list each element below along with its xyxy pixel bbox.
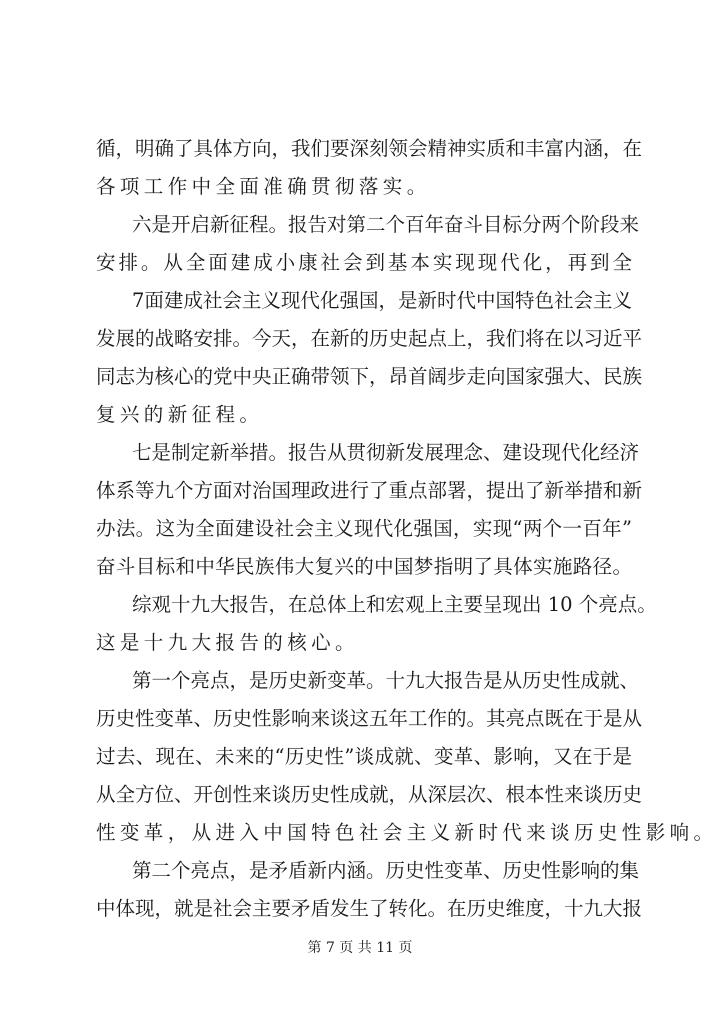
- text-line: 复兴的新征程。: [96, 403, 264, 426]
- text-line: 这是十九大报告的核心。: [96, 631, 359, 654]
- text-line: 历史性变革、历史性影响来谈这五年工作的。其亮点既在于是从: [96, 707, 643, 730]
- document-body: [96, 130, 718, 928]
- text-line: 过去、现在、未来的“历史性”谈成就、变革、影响，又在于是: [96, 745, 632, 768]
- text-line: 七是制定新举措。报告从贯彻新发展理念、建设现代化经济: [132, 441, 640, 464]
- paragraph: [96, 282, 643, 434]
- text-line: 综观十九大报告，在总体上和宏观上主要呈现出 10 个亮点。: [132, 593, 657, 616]
- paragraph: [96, 434, 643, 586]
- page-footer: 第 7 页 共 11 页: [307, 940, 413, 956]
- text-line: 性变革，从进入中国特色社会主义新时代来谈历史性影响。: [96, 821, 718, 844]
- text-line: 奋斗目标和中华民族伟大复兴的中国梦指明了具体实施路径。: [96, 555, 632, 578]
- paragraph: [96, 130, 643, 206]
- text-line: 办法。这为全面建设社会主义现代化强国，实现“两个一百年”: [96, 517, 632, 540]
- text-line: 循，明确了具体方向，我们要深刻领会精神实质和丰富内涵，在: [96, 137, 643, 160]
- paragraph: [96, 662, 718, 852]
- paragraph: [96, 206, 640, 282]
- text-line: 7面建成社会主义现代化强国，是新时代中国特色社会主义: [132, 289, 632, 312]
- text-line: 中体现，就是社会主要矛盾发生了转化。在历史维度，十九大报: [96, 897, 643, 920]
- text-line: 安排。从全面建成小康社会到基本实现现代化，再到全: [96, 251, 632, 274]
- paragraph: [96, 852, 643, 928]
- text-line: 发展的战略安排。今天，在新的历史起点上，我们将在以习近平: [96, 327, 643, 350]
- text-line: 同志为核心的党中央正确带领下，昂首阔步走向国家强大、民族: [96, 365, 643, 388]
- text-line: 从全方位、开创性来谈历史性成就，从深层次、根本性来谈历史: [96, 783, 643, 806]
- text-line: 体系等九个方面对治国理政进行了重点部署，提出了新举措和新: [96, 479, 643, 502]
- text-line: 六是开启新征程。报告对第二个百年奋斗目标分两个阶段来: [132, 213, 640, 236]
- text-line: 各项工作中全面准确贯彻落实。: [96, 175, 431, 198]
- text-line: 第一个亮点，是历史新变革。十九大报告是从历史性成就、: [132, 669, 640, 692]
- text-line: 第二个亮点，是矛盾新内涵。历史性变革、历史性影响的集: [132, 859, 640, 882]
- paragraph: [96, 586, 657, 662]
